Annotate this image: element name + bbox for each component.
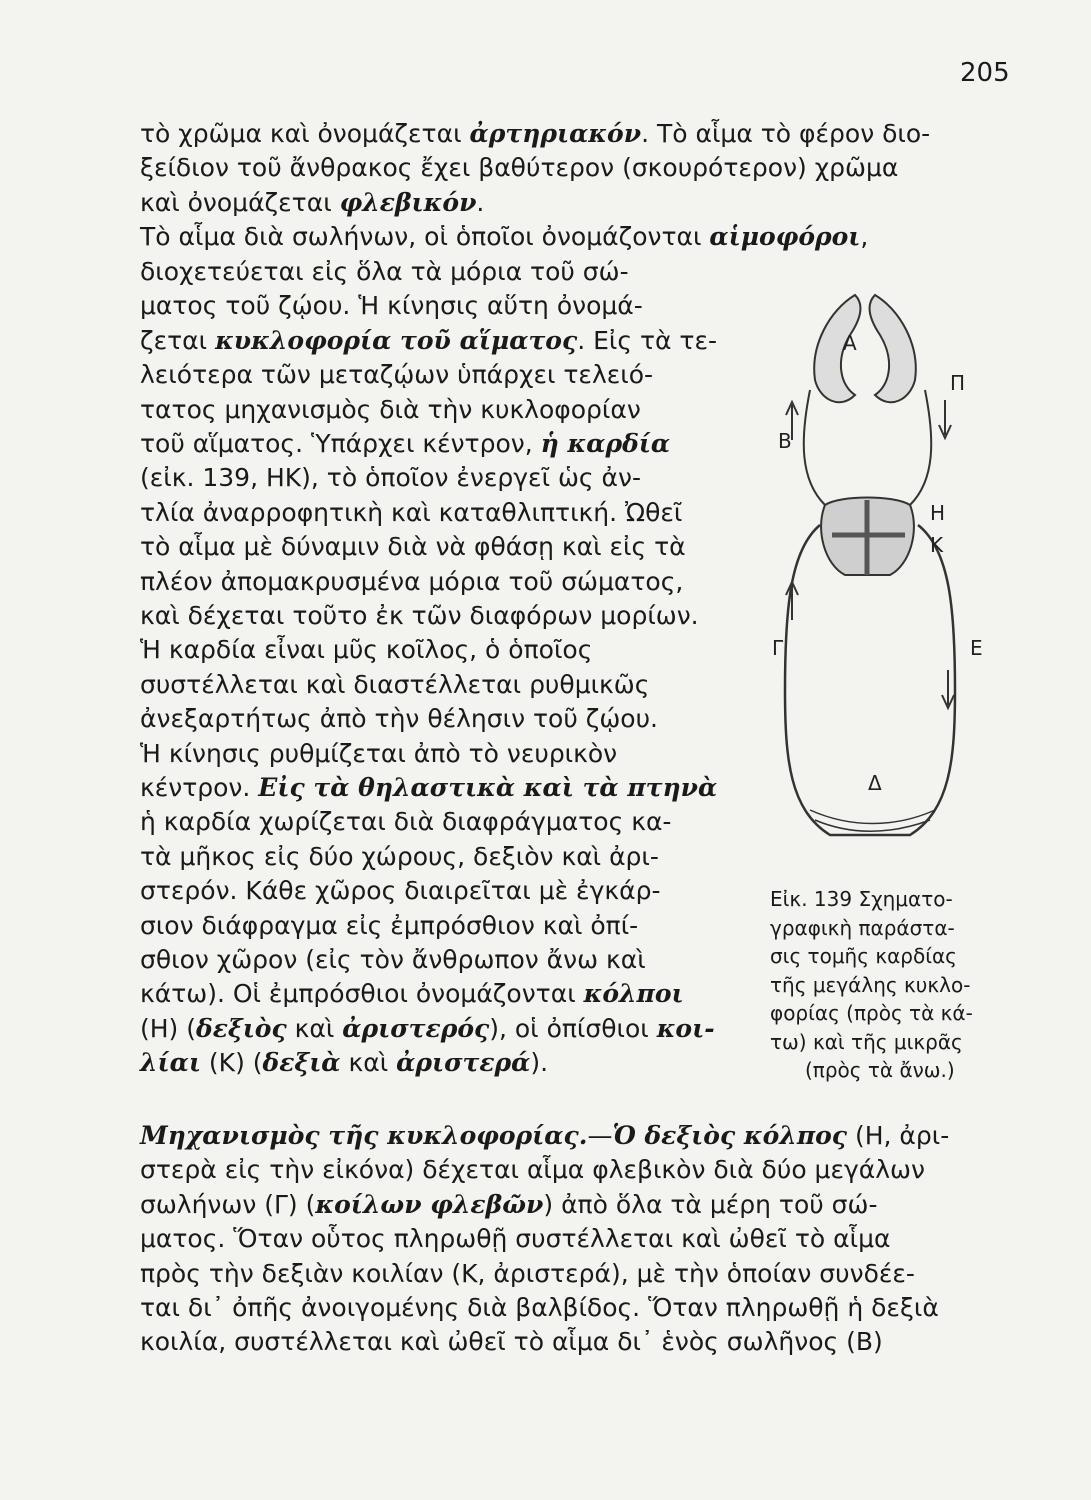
bottom-line (140, 1258, 915, 1290)
bottom-line (140, 1189, 877, 1221)
caption-line: τῆς μεγάλης κυκλο- (770, 972, 971, 997)
text-line (140, 566, 683, 598)
text-run: (Κ) ( (200, 1048, 263, 1078)
page-number: 205 (960, 58, 1010, 88)
caption-line: σις τομῆς καρδίας (770, 944, 957, 968)
text-run: καὶ (340, 1048, 397, 1078)
text-run: πρὸς τὴν δεξιὰν κοιλίαν (Κ, ἀριστερά), μὲ τὴν ὁποίαν συνδέε- (140, 1258, 915, 1288)
text-run: ματος τοῦ ζῴου. Ἡ κίνησις αὕτη ὀνομά- (140, 291, 643, 321)
text-run: . (476, 187, 485, 217)
text-line (140, 152, 898, 184)
text-line (140, 806, 671, 838)
text-line (140, 462, 641, 494)
caption-line: τω) καὶ τῆς μικρᾶς (770, 1029, 963, 1054)
emphasis: λίαι (140, 1048, 201, 1078)
caption-line: Εἰκ. 139 Σχηματο- (770, 887, 953, 911)
text-line (140, 669, 649, 701)
text-run: λειότερα τῶν μεταζῴων ὑπάρχει τελειό- (140, 360, 654, 390)
label-H: Η (930, 501, 946, 525)
pulmonary-vessels (804, 390, 931, 505)
emphasis: ἀριστερά (396, 1048, 531, 1078)
text-line (140, 325, 717, 357)
text-run: ). (530, 1048, 549, 1078)
text-run: ), οἱ ὀπίσθιοι (489, 1013, 657, 1043)
text-line (140, 359, 653, 391)
emphasis: δεξιὸς (196, 1013, 287, 1043)
text-line (140, 944, 646, 976)
text-run: (εἰκ. 139, ΗΚ), τὸ ὁποῖον ἐνεργεῖ ὡς ἀν- (140, 463, 642, 493)
text-run: Ἡ κίνησις ρυθμίζεται ἀπὸ τὸ νευρικὸν (140, 738, 618, 768)
lung-right (870, 295, 916, 402)
text-line (140, 738, 617, 770)
caption-line: γραφικὴ παράστα- (770, 915, 955, 940)
arrow-down-lower-right (942, 670, 954, 708)
text-line (140, 497, 682, 529)
text-line (140, 978, 684, 1010)
heart-circulation-figure (770, 290, 1020, 890)
text-run: ζεται (140, 325, 216, 355)
text-run: τὸ χρῶμα καὶ ὀνομάζεται (140, 119, 470, 148)
text-line (140, 772, 717, 804)
emphasis: Ὁ δεξιὸς κόλπος (612, 1121, 848, 1150)
text-run: συστέλλεται καὶ διαστέλλεται ρυθμικῶς (140, 669, 650, 699)
emphasis: ἡ καρδία (540, 429, 671, 458)
emphasis: ἀριστερός (342, 1013, 490, 1043)
text-line (140, 600, 699, 632)
emphasis: κοι- (656, 1013, 715, 1043)
text-run: ται δι᾿ ὀπῆς ἀνοιγομένης διὰ βαλβίδος. Ὅταν πληρωθῇ ἡ δεξιὰ (140, 1293, 939, 1322)
text-line (140, 290, 643, 322)
text-run: τλία ἀναρροφητικὴ καὶ καταθλιπτική. Ὠθεῖ (140, 497, 683, 527)
emphasis: Μηχανισμὸς τῆς κυκλοφορίας. (140, 1121, 588, 1150)
label-G: Γ (772, 636, 784, 660)
text-run: . Τὸ αἷμα τὸ φέρον διο- (641, 119, 931, 148)
text-run: Ἡ καρδία εἶναι μῦς κοῖλος, ὁ ὁποῖος (140, 635, 593, 665)
label-A: Α (843, 331, 857, 355)
text-line (140, 910, 638, 942)
emphasis: φλεβικόν (339, 187, 477, 217)
emphasis: αἱμοφόροι (709, 222, 861, 252)
text-run: (Η, ἀρι- (847, 1121, 950, 1150)
text-run: ) ἀπὸ ὅλα τὰ μέρη τοῦ σώ- (543, 1189, 878, 1219)
text-run: τατος μηχανισμὸς διὰ τὴν κυκλοφορίαν (140, 394, 641, 424)
text-run: , (860, 222, 869, 252)
text-run: καὶ (286, 1013, 343, 1043)
label-P: Π (950, 371, 966, 395)
text-run: στερὰ εἰς τὴν εἰκόνα) δέχεται αἷμα φλεβικὸν διὰ δύο μεγάλων (140, 1155, 925, 1185)
text-line (140, 1013, 715, 1045)
label-E: Ε (970, 636, 983, 660)
text-run: σθιον χῶρον (εἰς τὸν ἄνθρωπον ἄνω καὶ (140, 945, 646, 974)
text-run: ξείδιον τοῦ ἄνθρακος ἔχει βαθύτερον (σκουρότερον) χρῶμα (140, 153, 899, 183)
emphasis: δεξιὰ (262, 1048, 341, 1078)
text-line (140, 256, 629, 288)
bottom-line (140, 1292, 939, 1324)
label-K: Κ (930, 533, 944, 557)
text-run: σωλήνων (Γ) ( (140, 1189, 316, 1219)
text-line (140, 394, 641, 426)
text-run: τοῦ αἵματος. Ὑπάρχει κέντρον, (140, 429, 541, 458)
text-run: τὰ μῆκος εἰς δύο χώρους, δεξιὸν καὶ ἀρι- (140, 841, 659, 871)
text-line (140, 221, 868, 253)
label-B: Β (778, 429, 792, 453)
text-line (140, 428, 670, 460)
emphasis: κυκλοφορία τοῦ αἵματος (215, 325, 578, 355)
emphasis: Εἰς τὰ θηλαστικὰ καὶ τὰ πτηνὰ (258, 773, 718, 802)
text-run: κέντρον. (140, 773, 259, 802)
bottom-line (140, 1120, 949, 1152)
text-run: ἀνεξαρτήτως ἀπὸ τὴν θέλησιν τοῦ ζῴου. (140, 704, 658, 734)
emphasis: ἀρτηριακόν (469, 119, 642, 148)
text-run: στερόν. Κάθε χῶρος διαιρεῖται μὲ ἐγκάρ- (140, 876, 661, 906)
label-D: Δ (868, 771, 882, 795)
text-run: ματος. Ὅταν οὗτος πληρωθῇ συστέλλεται καὶ ὠθεῖ τὸ αἷμα (140, 1224, 891, 1254)
text-run: ἡ καρδία χωρίζεται διὰ διαφράγματος κα- (140, 807, 672, 837)
text-run: . Εἰς τὰ τε- (577, 325, 718, 355)
systemic-capillaries (810, 810, 935, 831)
text-run: — (587, 1121, 613, 1150)
text-run: κάτω). Οἱ ἐμπρόσθιοι ὀνομάζονται (140, 979, 584, 1009)
bottom-line (140, 1223, 890, 1255)
text-line (140, 118, 930, 150)
text-line (140, 187, 484, 219)
text-line (140, 841, 659, 873)
text-run: τὸ αἷμα μὲ δύναμιν διὰ νὰ φθάσῃ καὶ εἰς τὰ (140, 532, 686, 562)
text-run: πλέον ἀπομακρυσμένα μόρια τοῦ σώματος, (140, 566, 684, 596)
text-run: σιον διάφραγμα εἰς ἐμπρόσθιον καὶ ὀπί- (140, 910, 639, 940)
text-line (140, 531, 686, 563)
bottom-line (140, 1154, 925, 1186)
text-line (140, 1047, 548, 1079)
text-run: Τὸ αἷμα διὰ σωλήνων, οἱ ὁποῖοι ὀνομάζονται (140, 222, 710, 252)
bottom-line (140, 1326, 883, 1358)
caption-line: (πρὸς τὰ ἄνω.) (805, 1058, 955, 1082)
emphasis: κόλποι (583, 979, 684, 1009)
text-run: (Η) ( (140, 1013, 197, 1043)
text-line (140, 634, 592, 666)
text-run: διοχετεύεται εἰς ὅλα τὰ μόρια τοῦ σώ- (140, 257, 629, 286)
text-line (140, 875, 660, 907)
text-run: καὶ ὀνομάζεται (140, 187, 340, 217)
text-run: καὶ δέχεται τοῦτο ἐκ τῶν διαφόρων μορίων. (140, 601, 699, 630)
caption-line: φορίας (πρὸς τὰ κά- (770, 1001, 973, 1025)
arrow-down-right (939, 400, 951, 438)
text-run: κοιλία, συστέλλεται καὶ ὠθεῖ τὸ αἷμα δι᾿ ἑνὸς σωλῆνος (Β) (140, 1327, 883, 1357)
text-line (140, 703, 658, 735)
emphasis: κοίλων φλεβῶν (315, 1189, 544, 1219)
